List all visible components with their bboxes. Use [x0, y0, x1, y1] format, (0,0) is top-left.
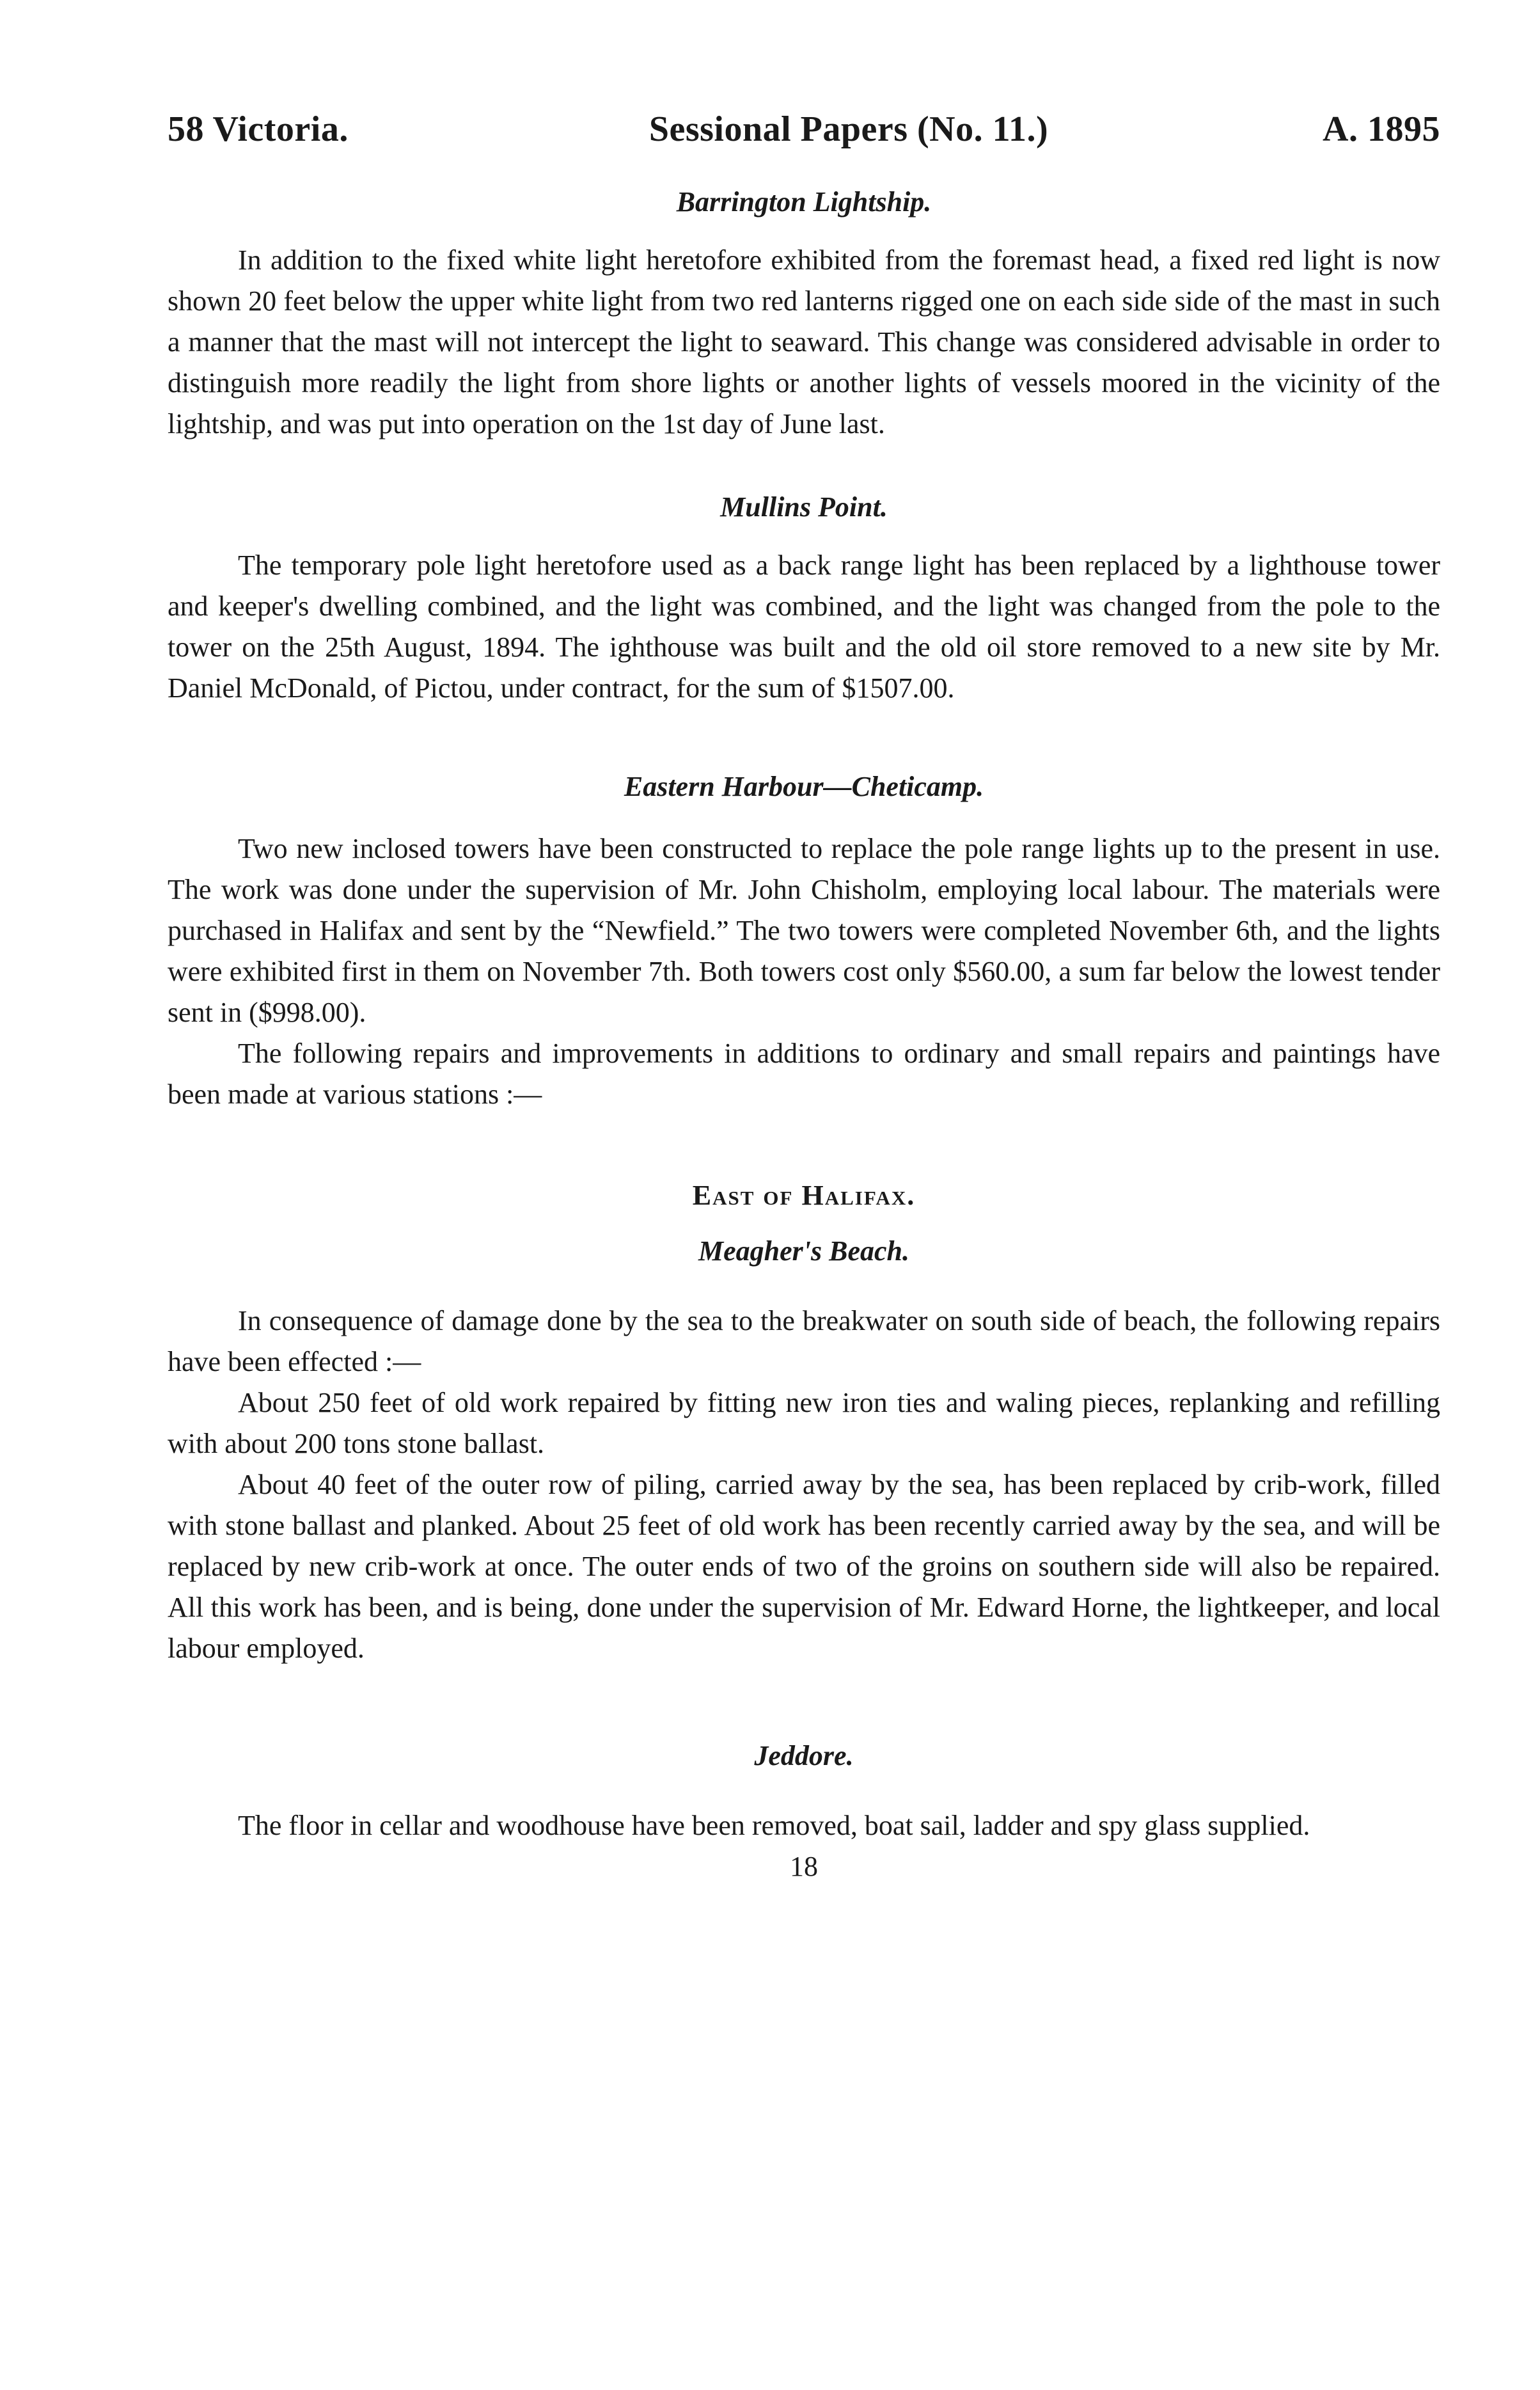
paragraph: About 40 feet of the outer row of piling, carried away by the sea, has been replaced by crib-work, filled with stone ballast and planked. About 25 feet of old work has been recently carried away by the sea, and will be replaced by new crib-work at once. The outer ends of two of the groins on southern side will also be repaired. All this work has been, and is being, done under the supervision of Mr. Edward Horne, the lightkeeper, and local labour employed. [168, 1469, 1440, 1664]
running-header [168, 109, 1440, 160]
paragraph: About 250 feet of old work repaired by fitting new iron ties and waling pieces, replanking and refilling with about 200 tons stone ballast. [168, 1387, 1440, 1459]
paragraph: In consequence of damage done by the sea to the breakwater on south side of beach, the following repairs have been effected :— [168, 1305, 1440, 1377]
header-year: A. 1895 [1323, 109, 1440, 149]
section-title-barrington: Barrington Lightship. [676, 186, 932, 218]
section-title-meaghers-beach: Meagher's Beach. [698, 1235, 909, 1267]
paragraph: In addition to the fixed white light heretofore exhibited from the foremast head, a fixed red light is now shown 20 feet below the upper white light from two red lanterns rigged one on each side side of the mast in such a manner that the mast will not intercept the light to seaward. This change was considered advisable in order to distinguish more readily the light from shore lights or another lights of vessels moored in the vicinity of the lightship, and was put into operation on the 1st day of June last. [168, 244, 1440, 439]
paragraph: Two new inclosed towers have been constructed to replace the pole range lights up to the present in use. The work was done under the supervision of Mr. John Chisholm, employing local labour. The materials were purchased in Halifax and sent by the “Newfield.” The two towers were completed November 6th, and the lights were exhibited first in them on November 7th. Both towers cost only $560.00, a sum far below the lowest tender sent in ($998.00). [168, 833, 1440, 1028]
region-heading: East of Halifax. [692, 1180, 916, 1211]
header-volume: 58 Victoria. [168, 109, 349, 149]
paragraph: The temporary pole light heretofore used as a back range light has been replaced by a lighthouse tower and keeper's dwelling combined, and the light was combined, and the light was changed from the pole to the tower on the 25th August, 1894. The ighthouse was built and the old oil store removed to a new site by Mr. Daniel McDonald, of Pictou, under contract, for the sum of $1507.00. [168, 550, 1440, 704]
section-title-mullins-point: Mullins Point. [720, 491, 888, 523]
paragraph: The following repairs and improvements in additions to ordinary and small repairs and paintings have been made at various stations :— [168, 1038, 1440, 1110]
section-title-eastern-harbour: Eastern Harbour—Cheticamp. [624, 771, 984, 802]
header-title: Sessional Papers (No. 11.) [648, 109, 1049, 149]
page [168, 109, 1440, 1883]
paragraph: The floor in cellar and woodhouse have been removed, boat sail, ladder and spy glass supplied. [238, 1810, 1310, 1841]
section-title-jeddore: Jeddore. [754, 1740, 854, 1771]
page-number: 18 [790, 1851, 818, 1882]
